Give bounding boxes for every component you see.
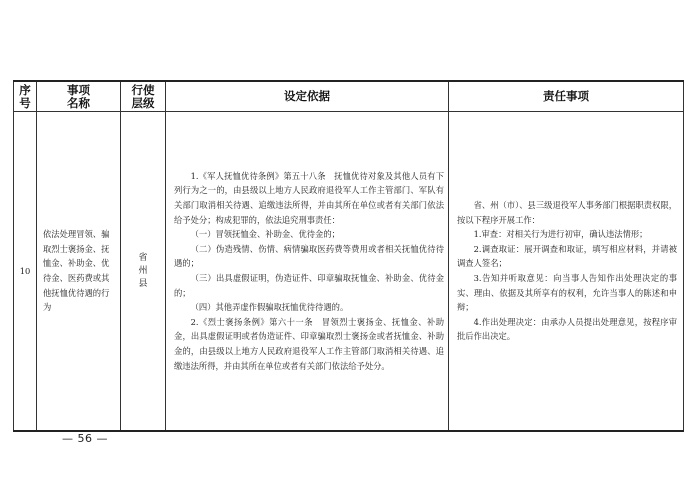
responsibility-table — [13, 80, 684, 432]
header-no: 序 号 — [14, 81, 37, 112]
page-number: — 56 — — [62, 432, 108, 445]
item-name: 依法处理冒领、骗取烈士褒扬金、抚恤金、补助金、优待金、医药费或其他抚恤优待遇的行为 — [37, 112, 121, 432]
basis-paragraph: （二）伪造残情、伤情、病情骗取医药费等费用或者相关抚恤优待待遇的； — [174, 243, 444, 269]
basis-paragraph: 1.《军人抚恤优待条例》第五十八条 抚恤优待对象及其他人员有下列行为之一的，由县级以上地方人民政府退役军人工作主管部门、军队有关部门取消相关待遇、追缴违法所得，并由其所在单位或者有关部门依法给予处分；构成犯罪的，依法追究刑事责任： — [174, 170, 444, 225]
header-item-name: 事项 名称 — [37, 81, 121, 112]
table-row — [14, 112, 684, 432]
responsibility-paragraph: 省、州（市）、县三级退役军人事务部门根据职责权限，按以下程序开展工作： — [457, 200, 677, 225]
basis-paragraph: （一）冒领抚恤金、补助金、优待金的； — [190, 229, 340, 240]
row-number: 10 — [14, 112, 37, 432]
basis-paragraph: （三）出具虚假证明，伪造证件、印章骗取抚恤金、补助金、优待金的； — [174, 273, 444, 298]
responsibility-items — [449, 112, 684, 432]
exercise-level — [121, 112, 166, 432]
header-level: 行使 层级 — [121, 81, 166, 112]
basis-paragraph: 2.《烈士褒扬条例》第六十一条 冒领烈士褒扬金、抚恤金、补助金，出具虚假证明或者伪造证件、印章骗取烈士褒扬金或者抚恤金、补助金的，由县级以上地方人民政府退役军人工作主管部门取消相关待遇、追缴违法所得，并由其所在单位或者有关部门依法给予处分。 — [174, 316, 444, 371]
legal-basis — [166, 112, 449, 432]
responsibility-paragraph: 3.告知并听取意见：向当事人告知作出处理决定的事实、理由、依据及其所享有的权利，允许当事人的陈述和申辩； — [457, 273, 677, 313]
basis-paragraph: （四）其他弄虚作假骗取抚恤优待待遇的。 — [190, 302, 349, 313]
responsibility-paragraph: 4.作出处理决定：由承办人员提出处理意见，按程序审批后作出决定。 — [457, 316, 677, 342]
header-responsibility: 责任事项 — [449, 81, 684, 112]
header-basis: 设定依据 — [166, 81, 449, 112]
responsibility-paragraph: 1.审查：对相关行为进行初审，确认违法情形； — [473, 229, 648, 240]
responsibility-paragraph: 2.调查取证：展开调查和取证，填写相应材料，并请被调查人签名； — [457, 243, 677, 269]
level-text: 省州县 — [138, 252, 148, 289]
table-header-row — [14, 81, 684, 112]
